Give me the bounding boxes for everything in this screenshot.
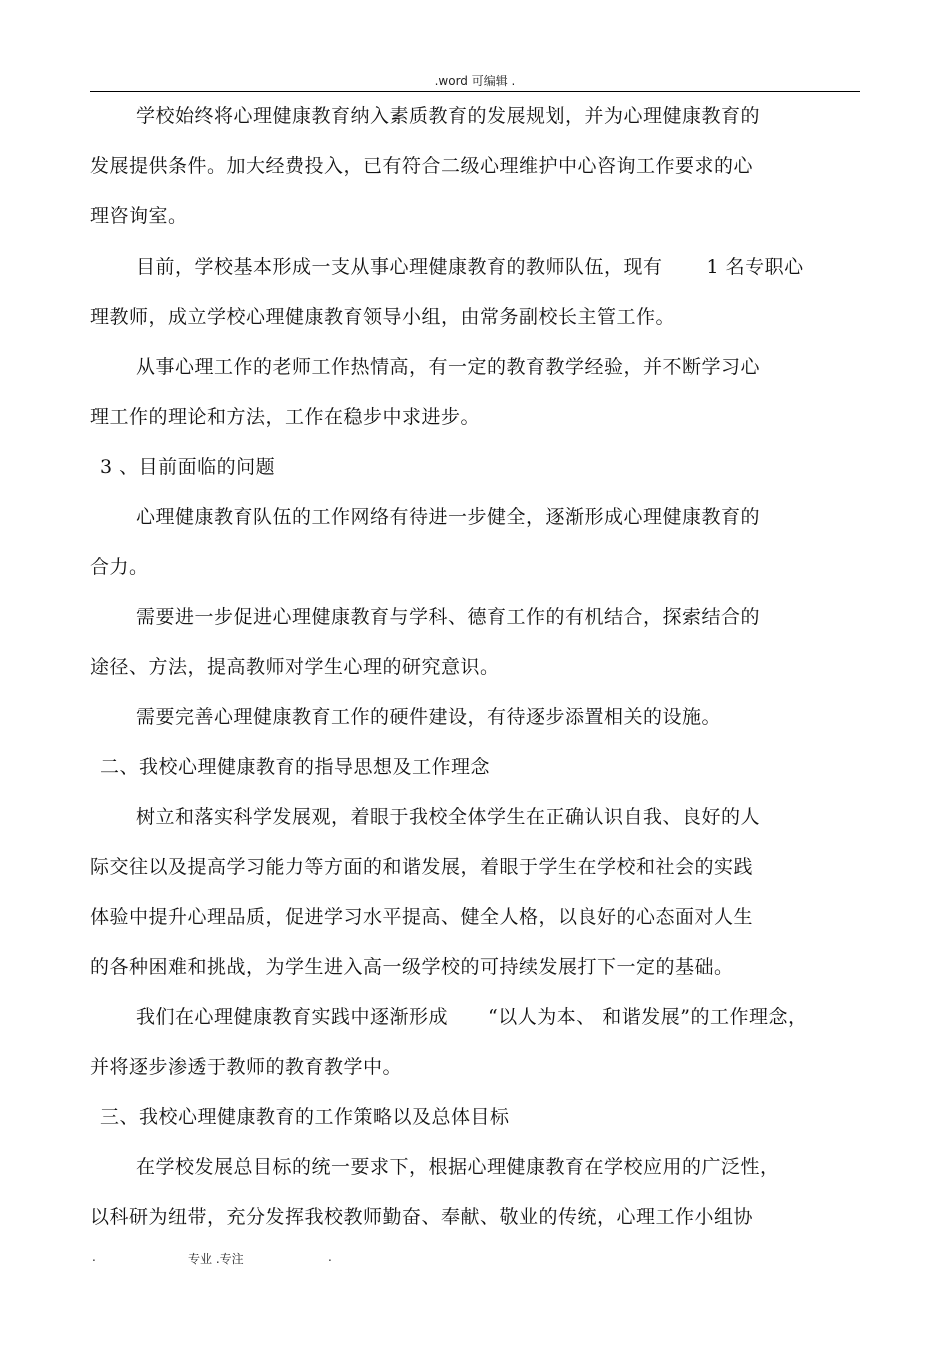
text-line: 理咨询室。 — [90, 205, 188, 227]
section-heading: 三、我校心理健康教育的工作策略以及总体目标 — [100, 1106, 510, 1128]
text-line — [136, 255, 916, 279]
text-line: 学校始终将心理健康教育纳入素质教育的发展规划，并为心理健康教育的 — [136, 105, 761, 127]
page-header: .word 可编辑 . — [434, 74, 516, 88]
section-heading: 二、我校心理健康教育的指导思想及工作理念 — [100, 756, 491, 778]
footer-text: 专业 .专注 — [188, 1252, 244, 1266]
footer-right-mark: . — [328, 1250, 332, 1264]
text-line: 理教师，成立学校心理健康教育领导小组，由常务副校长主管工作。 — [90, 306, 676, 328]
text-line — [136, 1005, 916, 1029]
text-line: 以科研为纽带，充分发挥我校教师勤奋、奉献、敬业的传统，心理工作小组协 — [90, 1206, 754, 1228]
text-line: 理工作的理论和方法，工作在稳步中求进步。 — [90, 406, 481, 428]
section-heading: 3 、目前面临的问题 — [100, 456, 276, 478]
text-segment: 1 名专职心 — [706, 256, 804, 278]
text-line: 树立和落实科学发展观，着眼于我校全体学生在正确认识自我、良好的人 — [136, 806, 761, 828]
text-line: 际交往以及提高学习能力等方面的和谐发展，着眼于学生在学校和社会的实践 — [90, 856, 754, 878]
text-line: 并将逐步渗透于教师的教育教学中。 — [90, 1056, 403, 1078]
text-line: 途径、方法，提高教师对学生心理的研究意识。 — [90, 656, 500, 678]
text-segment: 目前，学校基本形成一支从事心理健康教育的教师队伍，现有 — [136, 256, 663, 278]
text-line: 合力。 — [90, 556, 149, 578]
text-line: 需要进一步促进心理健康教育与学科、德育工作的有机结合，探索结合的 — [136, 606, 761, 628]
text-line: 需要完善心理健康教育工作的硬件建设，有待逐步添置相关的设施。 — [136, 706, 722, 728]
text-line: 的各种困难和挑战，为学生进入高一级学校的可持续发展打下一定的基础。 — [90, 956, 734, 978]
text-line: 在学校发展总目标的统一要求下，根据心理健康教育在学校应用的广泛性， — [136, 1156, 780, 1178]
footer-left-mark: . — [92, 1250, 96, 1264]
text-line: 从事心理工作的老师工作热情高，有一定的教育教学经验，并不断学习心 — [136, 356, 761, 378]
text-line: 体验中提升心理品质，促进学习水平提高、健全人格，以良好的心态面对人生 — [90, 906, 754, 928]
text-line: 心理健康教育队伍的工作网络有待进一步健全，逐渐形成心理健康教育的 — [136, 506, 761, 528]
text-segment: 我们在心理健康教育实践中逐渐形成 — [136, 1006, 449, 1028]
text-line: 发展提供条件。加大经费投入，已有符合二级心理维护中心咨询工作要求的心 — [90, 155, 754, 177]
header-rule — [90, 91, 860, 92]
text-segment: “以人为本、 和谐发展”的工作理念， — [488, 1006, 808, 1028]
